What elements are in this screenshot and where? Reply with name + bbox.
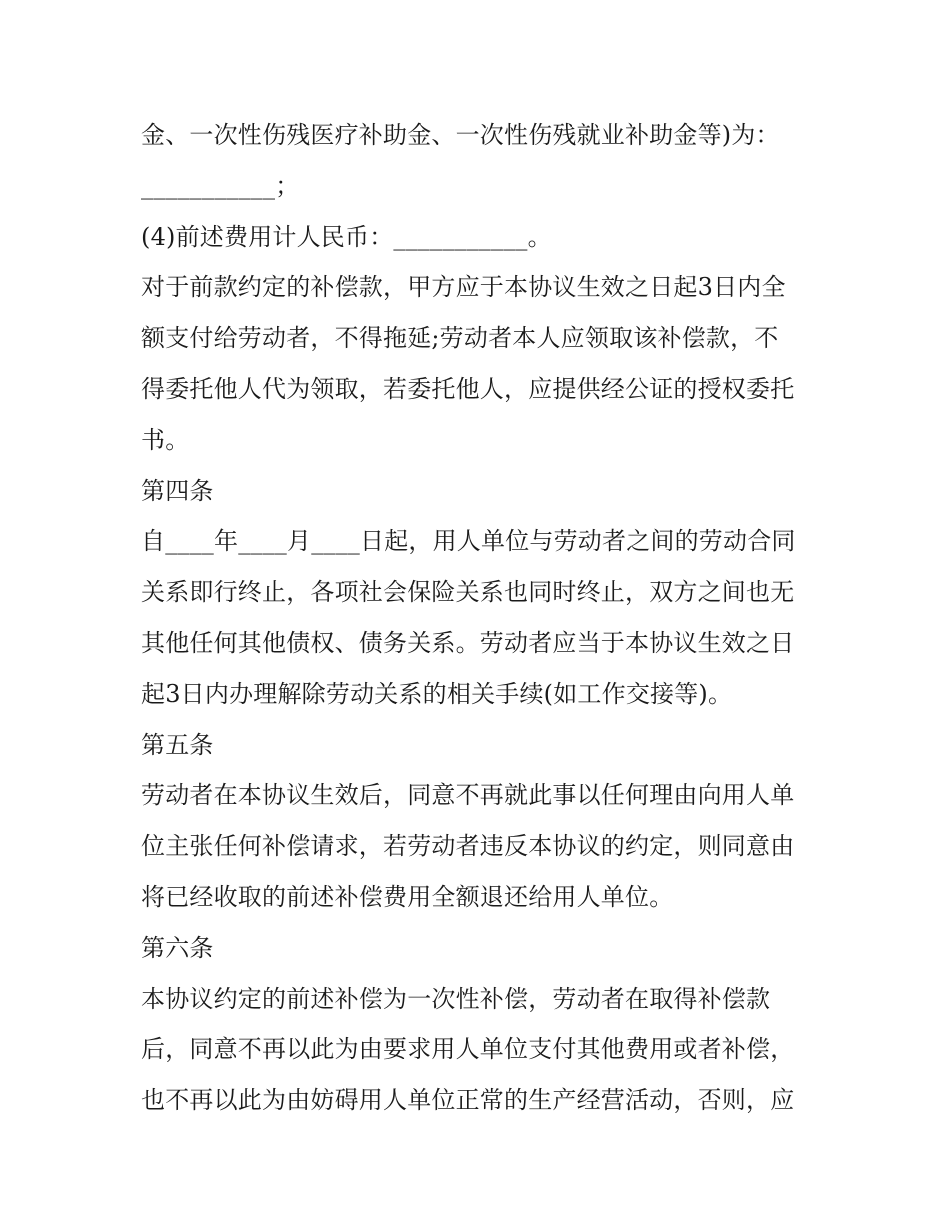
text-line: ___________； [141,171,300,200]
article-heading: 第六条 [141,933,214,962]
text-line: 也不再以此为由妨碍用人单位正常的生产经营活动，否则，应 [141,1086,795,1115]
document-body [141,110,831,1126]
text-line: 起3日内办理解除劳动关系的相关手续(如工作交接等)。 [141,679,733,708]
text-line: 劳动者在本协议生效后，同意不再就此事以任何理由向用人单 [141,781,795,810]
text-line: 位主张任何补偿请求，若劳动者违反本协议的约定，则同意由 [141,832,795,861]
text-line: (4)前述费用计人民币：___________。 [141,222,552,251]
text-line: 额支付给劳动者，不得拖延;劳动者本人应领取该补偿款，不 [141,324,779,353]
article-heading: 第四条 [141,476,214,505]
text-line: 对于前款约定的补偿款，甲方应于本协议生效之日起3日内全 [141,273,786,302]
text-line: 后，同意不再以此为由要求用人单位支付其他费用或者补偿， [141,1035,795,1064]
text-line: 将已经收取的前述补偿费用全额退还给用人单位。 [141,882,674,911]
text-line: 本协议约定的前述补偿为一次性补偿，劳动者在取得补偿款 [141,984,771,1013]
text-line: 得委托他人代为领取，若委托他人，应提供经公证的授权委托 [141,374,795,403]
text-line: 书。 [141,425,190,454]
text-line: 关系即行终止，各项社会保险关系也同时终止，双方之间也无 [141,578,795,607]
text-line: 其他任何其他债权、债务关系。劳动者应当于本协议生效之日 [141,628,795,657]
text-line: 自____年____月____日起，用人单位与劳动者之间的劳动合同 [141,527,796,556]
text-line: 金、一次性伤残医疗补助金、一次性伤残就业补助金等)为： [141,121,780,149]
article-heading: 第五条 [141,730,214,759]
